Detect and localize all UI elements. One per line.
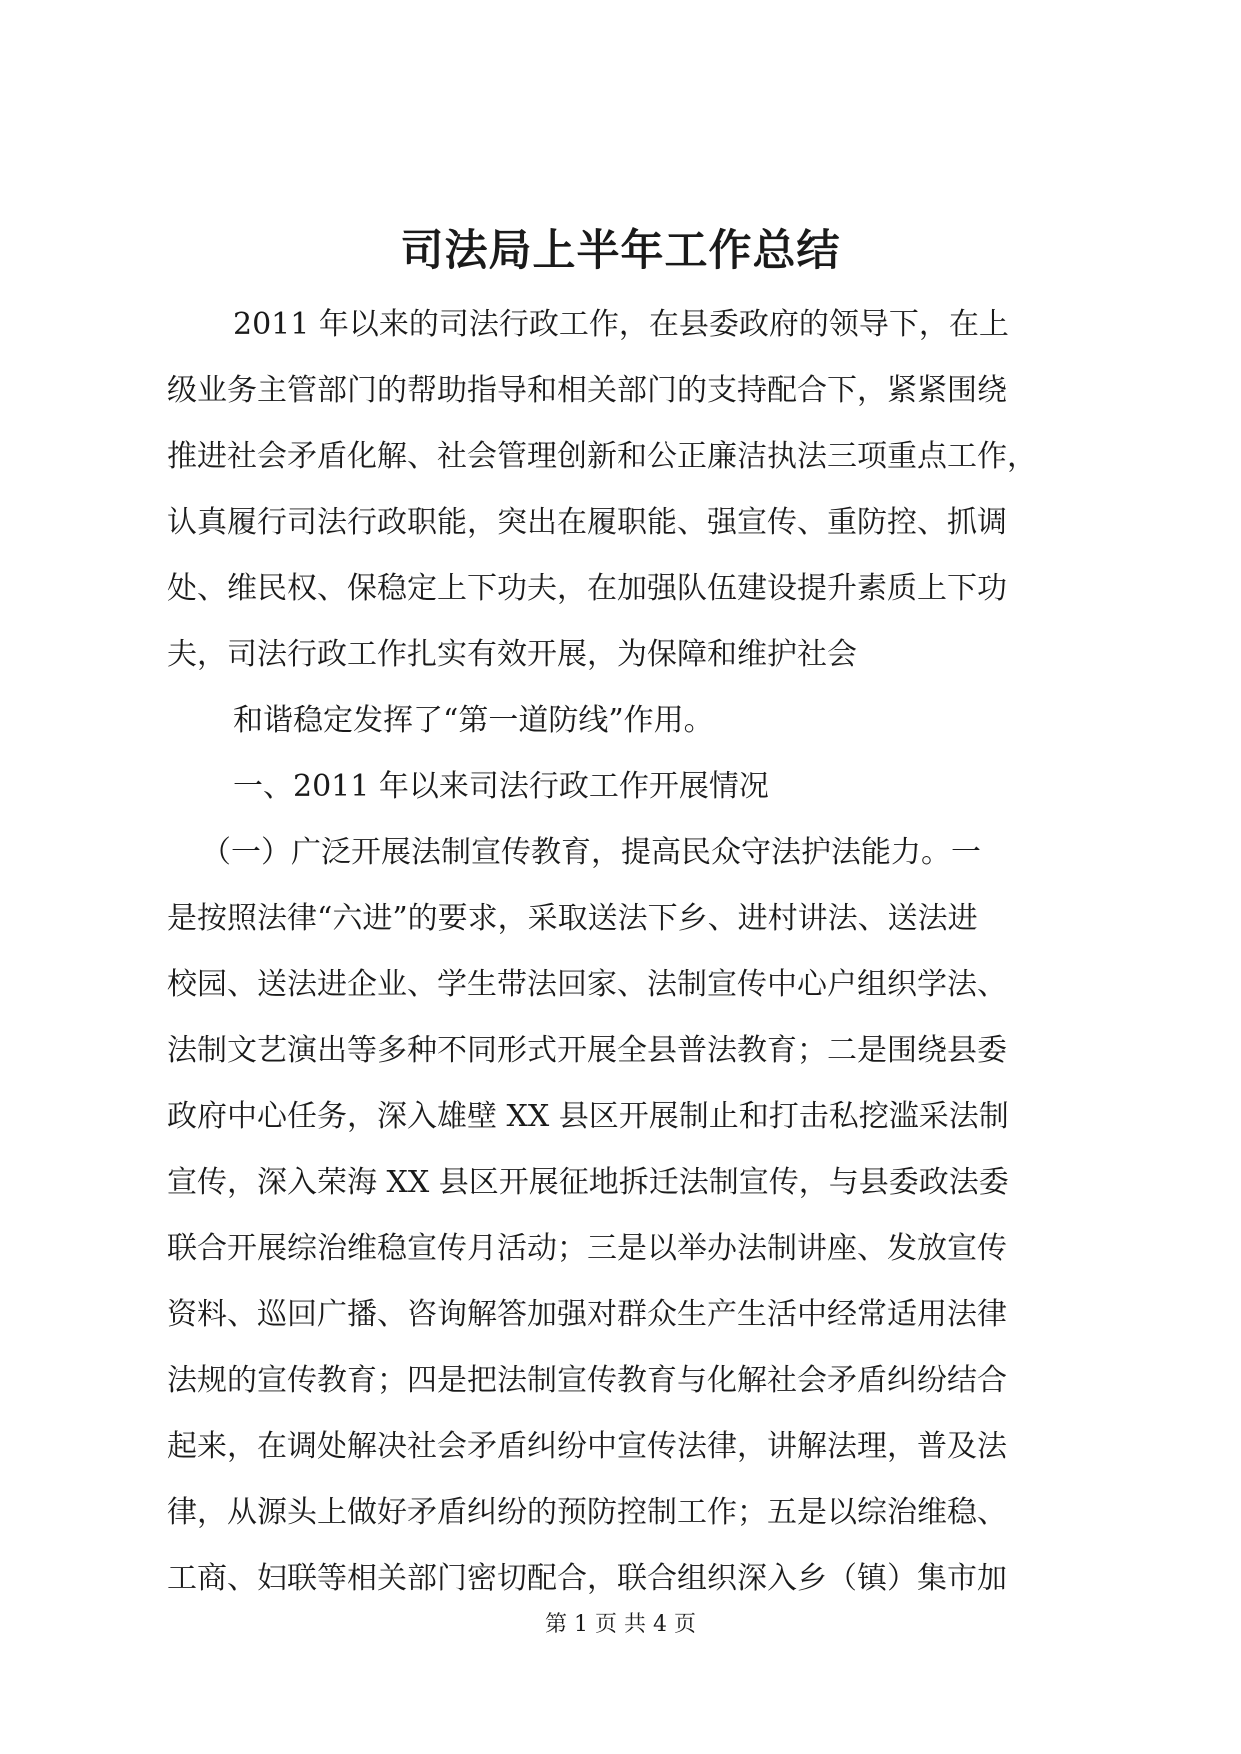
paragraph-line: 2011 年以来的司法行政工作，在县委政府的领导下，在上 bbox=[233, 307, 1009, 342]
paragraph-line: 律，从源头上做好矛盾纠纷的预防控制工作；五是以综治维稳、 bbox=[167, 1495, 1007, 1530]
paragraph-line: 资料、巡回广播、咨询解答加强对群众生产生活中经常适用法律 bbox=[167, 1297, 1007, 1332]
paragraph-line: 认真履行司法行政职能，突出在履职能、强宣传、重防控、抓调 bbox=[167, 505, 1007, 540]
paragraph-line: 校园、送法进企业、学生带法回家、法制宣传中心户组织学法、 bbox=[167, 967, 1007, 1002]
paragraph-line: 联合开展综治维稳宣传月活动；三是以举办法制讲座、发放宣传 bbox=[167, 1231, 1007, 1266]
paragraph-line: 级业务主管部门的帮助指导和相关部门的支持配合下，紧紧围绕 bbox=[167, 373, 1007, 408]
paragraph-line: 夫，司法行政工作扎实有效开展，为保障和维护社会 bbox=[167, 637, 857, 672]
paragraph-line: 和谐稳定发挥了“第一道防线”作用。 bbox=[233, 703, 714, 738]
paragraph-line: 宣传，深入荣海 XX 县区开展征地拆迁法制宣传，与县委政法委 bbox=[167, 1165, 1009, 1200]
document-body bbox=[167, 292, 1085, 1612]
paragraph-line: 起来，在调处解决社会矛盾纠纷中宣传法律，讲解法理，普及法 bbox=[167, 1429, 1007, 1464]
paragraph-line: 法制文艺演出等多种不同形式开展全县普法教育；二是围绕县委 bbox=[167, 1033, 1007, 1068]
paragraph-line: 推进社会矛盾化解、社会管理创新和公正廉洁执法三项重点工作， bbox=[167, 439, 1037, 474]
document-title: 司法局上半年工作总结 bbox=[400, 226, 841, 276]
paragraph-line: 工商、妇联等相关部门密切配合，联合组织深入乡（镇）集市加 bbox=[167, 1561, 1007, 1596]
paragraph-line: 是按照法律“六进”的要求，采取送法下乡、进村讲法、送法进 bbox=[167, 901, 978, 936]
paragraph-line: 处、维民权、保稳定上下功夫，在加强队伍建设提升素质上下功 bbox=[167, 571, 1007, 606]
section-heading: 一、2011 年以来司法行政工作开展情况 bbox=[233, 769, 769, 804]
page-footer: 第 1 页 共 4 页 bbox=[545, 1612, 696, 1637]
paragraph-line: 法规的宣传教育；四是把法制宣传教育与化解社会矛盾纠纷结合 bbox=[167, 1363, 1007, 1398]
paragraph-line: 政府中心任务，深入雄壁 XX 县区开展制止和打击私挖滥采法制 bbox=[167, 1099, 1009, 1134]
subsection-heading: （一）广泛开展法制宣传教育，提高民众守法护法能力。一 bbox=[201, 835, 981, 870]
